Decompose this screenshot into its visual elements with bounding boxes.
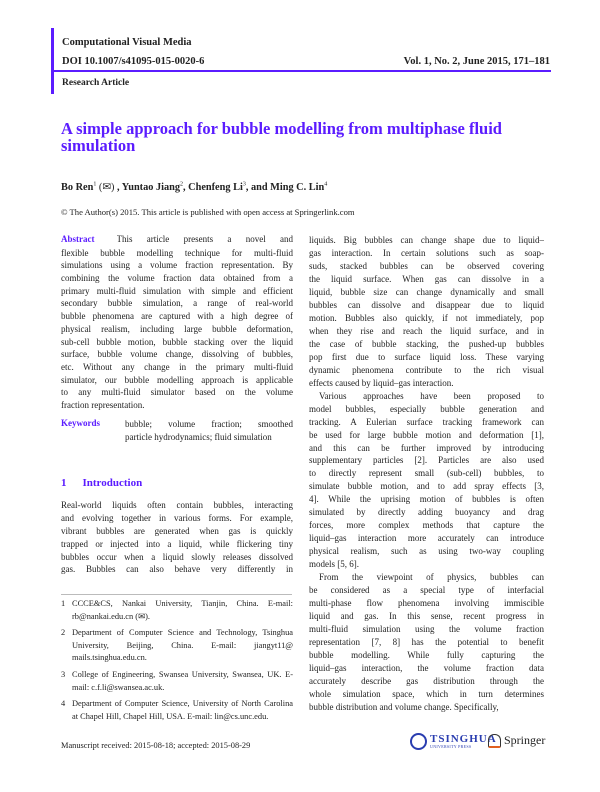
text-lines [61,247,293,412]
text-line: bubble phenomena are captured with a high degree of [61,311,293,322]
abstract-label: Abstract [61,234,95,244]
text-line: secondary bubble simulation, a range of real-world [61,298,293,309]
text-line: liquid, bubble size can change dynamically and small [309,286,544,297]
keywords-label: Keywords [61,418,100,428]
text-line: effects caused by liquid–gas interaction. [309,377,454,388]
text-line: Various approaches have been proposed to [319,390,544,401]
section-title: Introduction [82,477,143,489]
affiliation-mark: 2 [180,181,184,188]
springer-logo [488,733,545,748]
paragraph [309,571,544,714]
text-line: combining the volume fraction data obtained from a [61,273,293,284]
text-line: bubbles occur when a liquid slowly releases dissolved [61,551,293,562]
text-line: pop first due to surface liquid loss. These varying [309,351,544,362]
text-line: multi-phase flow phenomena involving immiscible [309,598,544,609]
text-line: when they rise and reach the liquid surface, and in [309,325,544,336]
text-line: supplementary particles [2]. Particles are also used [309,455,544,466]
text-line: This article presents a novel and [116,234,293,244]
doi[interactable]: DOI 10.1007/s41095-015-0020-6 [62,56,205,67]
text-lines [125,418,293,443]
text-line: sub-cell bubble motion, bubble stacking over the liquid [61,336,293,347]
tsinghua-press-logo [410,733,497,750]
keywords-block [61,418,293,443]
footnote [61,669,293,694]
footnote-text: Department of Computer Science and Technology, Tsinghua University, Beijing, China. E-mail: jiangyt11@ mails.tsinghua.edu.cn. [72,628,293,662]
keywords [61,418,293,443]
header-accent-vertical [51,28,54,94]
text-lines [61,499,293,576]
text-line: simulate bubble motion, and to add spray effects [3, [309,481,544,492]
text-line: model bubbles, especially bubble generation and [309,403,544,414]
text-line: liquids. Big bubbles can change shape due to liquid– [309,235,544,245]
text-line: be used for large bubble motion and deformation [1], [309,429,544,440]
text-line: gas interaction. In certain solutions such as soap- [309,247,544,258]
text-line: trapped or injected into a liquid, while flickering tiny [61,538,293,549]
text-line: suds, stacked bubbles can be observed covering [309,260,544,271]
footnote-number: 2 [61,628,66,637]
text-line: etc. Without any change in the primary multi-fluid [61,361,293,372]
text-line: and evolving together in various forms. For example, [61,512,293,523]
text-line: liquid and gas. In this sense, recent progress in [309,611,544,622]
text-line: bubbles can dissolve and disappear due to liquid [309,299,544,310]
tsinghua-subtitle: UNIVERSITY PRESS [430,744,472,749]
text-line: the liquid surface. When gas can dissolve in a [309,273,544,284]
springer-horse-icon [488,734,501,748]
text-line: liquid–gas interaction, the volume fraction data [309,662,544,673]
footnote-text: Department of Computer Science, University of North Carolina at Chapel Hill, Chapel Hill, USA. E-mail: lin@cs.unc.edu. [72,699,293,721]
affiliation-mark: 4 [324,181,328,188]
copyright-notice: © The Author(s) 2015. This article is published with open access at Springerlink.com [61,207,355,217]
affiliation-mark: 1 [93,181,97,188]
tsinghua-wordmark: TSINGHUA [430,733,497,745]
footnote-number: 1 [61,599,66,608]
text-line: liquid–gas interaction more accurately can introduce [309,533,544,544]
springer-wordmark: Springer [504,733,546,747]
manuscript-dates: Manuscript received: 2015-08-18; accepted: 2015-08-29 [61,741,251,750]
text-line: accurately describe gas distribution through the [309,675,544,686]
author: , Chenfeng Li [183,182,243,193]
footnote-text: CCCE&CS, Nankai University, Tianjin, China. E-mail: rb@nankai.edu.cn (✉). [72,599,293,621]
article-type: Research Article [62,78,130,88]
text-line: physical realism, including large bubble deformation, [61,323,293,334]
text-line: Real-world liquids often contain bubbles, interacting [61,500,293,510]
text-line: From the viewpoint of physics, bubbles can [319,572,544,583]
tsinghua-seal-icon [410,733,427,750]
footnote-text: College of Engineering, Swansea University, Swansea, UK. E-mail: c.f.li@swansea.ac.uk. [72,670,293,692]
journal-name: Computational Visual Media [62,37,192,48]
text-line: be considered as a special type of interfacial [309,585,544,596]
text-line: forces, more complex methods that capture the [309,520,544,531]
text-line: bubble; volume fraction; smoothed [125,419,293,429]
text-line: dynamic phenomena contribute to the rich visual [309,364,544,375]
text-line: to any multi-fluid simulator based on the volume [61,387,293,398]
author: , and Ming C. Lin [245,182,325,193]
section-heading-introduction [61,477,142,489]
footnote [61,598,293,623]
text-line: bubble distribution and volume change. Specifically, [309,701,499,712]
text-line: the case of bubble stacking, the pushed-up bubbles [309,338,544,349]
text-line: primary multi-fluid simulation with simple and efficient [61,285,293,296]
paper-title: A simple approach for bubble modelling from multiphase fluid simulation [61,119,502,155]
text-line: simulator, our bubble modelling approach is applicable [61,374,293,385]
abstract [61,234,293,412]
text-line: particle hydrodynamics; fluid simulation [125,431,272,442]
author-list [61,181,327,193]
section-number: 1 [61,477,67,489]
text-line: multi-fluid simulation using the volume fraction [309,624,544,635]
text-line: representation [7, 8] has the potential to benefit [309,637,544,648]
text-line: models [5, 6]. [309,559,359,570]
text-line: whole simulation space, which in turn determines [309,688,544,699]
text-line: bubble modelling. While fully capturing the [309,650,544,660]
text-line: simulations using a volume fraction representation. By [61,260,293,271]
text-line: to directly represent small (sub-cell) bubbles, to [309,468,544,479]
text-line: flexible bubble modelling technique for multi-fluid [61,247,293,258]
text-line: motion. Bubbles also quickly, if not immediately, pop [309,312,544,323]
paragraph [309,390,544,572]
text-line: gas. Bubbles can also behave very differently in [61,564,293,575]
affiliation-mark: 3 [242,181,246,188]
right-column [309,234,544,714]
volume-info: Vol. 1, No. 2, June 2015, 171–181 [403,56,550,67]
footnote-number: 3 [61,670,66,679]
footnote-rule [61,594,292,595]
text-line: physical realism, such as using two-way coupling [309,546,544,557]
intro-text-left [61,499,293,576]
author: Bo Ren [61,182,94,193]
author: , Yuntao Jiang [116,182,181,193]
text-line: fraction representation. [61,399,145,410]
text-line: tracking. A Eulerian surface tracking framework can [309,416,544,427]
paragraph [309,234,544,390]
footnote [61,698,293,723]
text-line: surface, bubble volume change, dissolving of bubbles, [61,349,293,360]
mail-icon[interactable]: (✉) [96,182,117,193]
abstract-first-line [61,234,293,247]
text-line: 4]. While the uprising motion of bubbles is often [309,494,544,505]
text-line: simulated by directly adding buoyancy and drag [309,507,544,518]
header-rule [51,70,551,72]
footnote-number: 4 [61,699,66,708]
footnote [61,627,293,665]
text-line: and this can be further improved by introducing [309,442,544,453]
text-line: vibrant bubbles are generated when gas is quickly [61,525,293,536]
